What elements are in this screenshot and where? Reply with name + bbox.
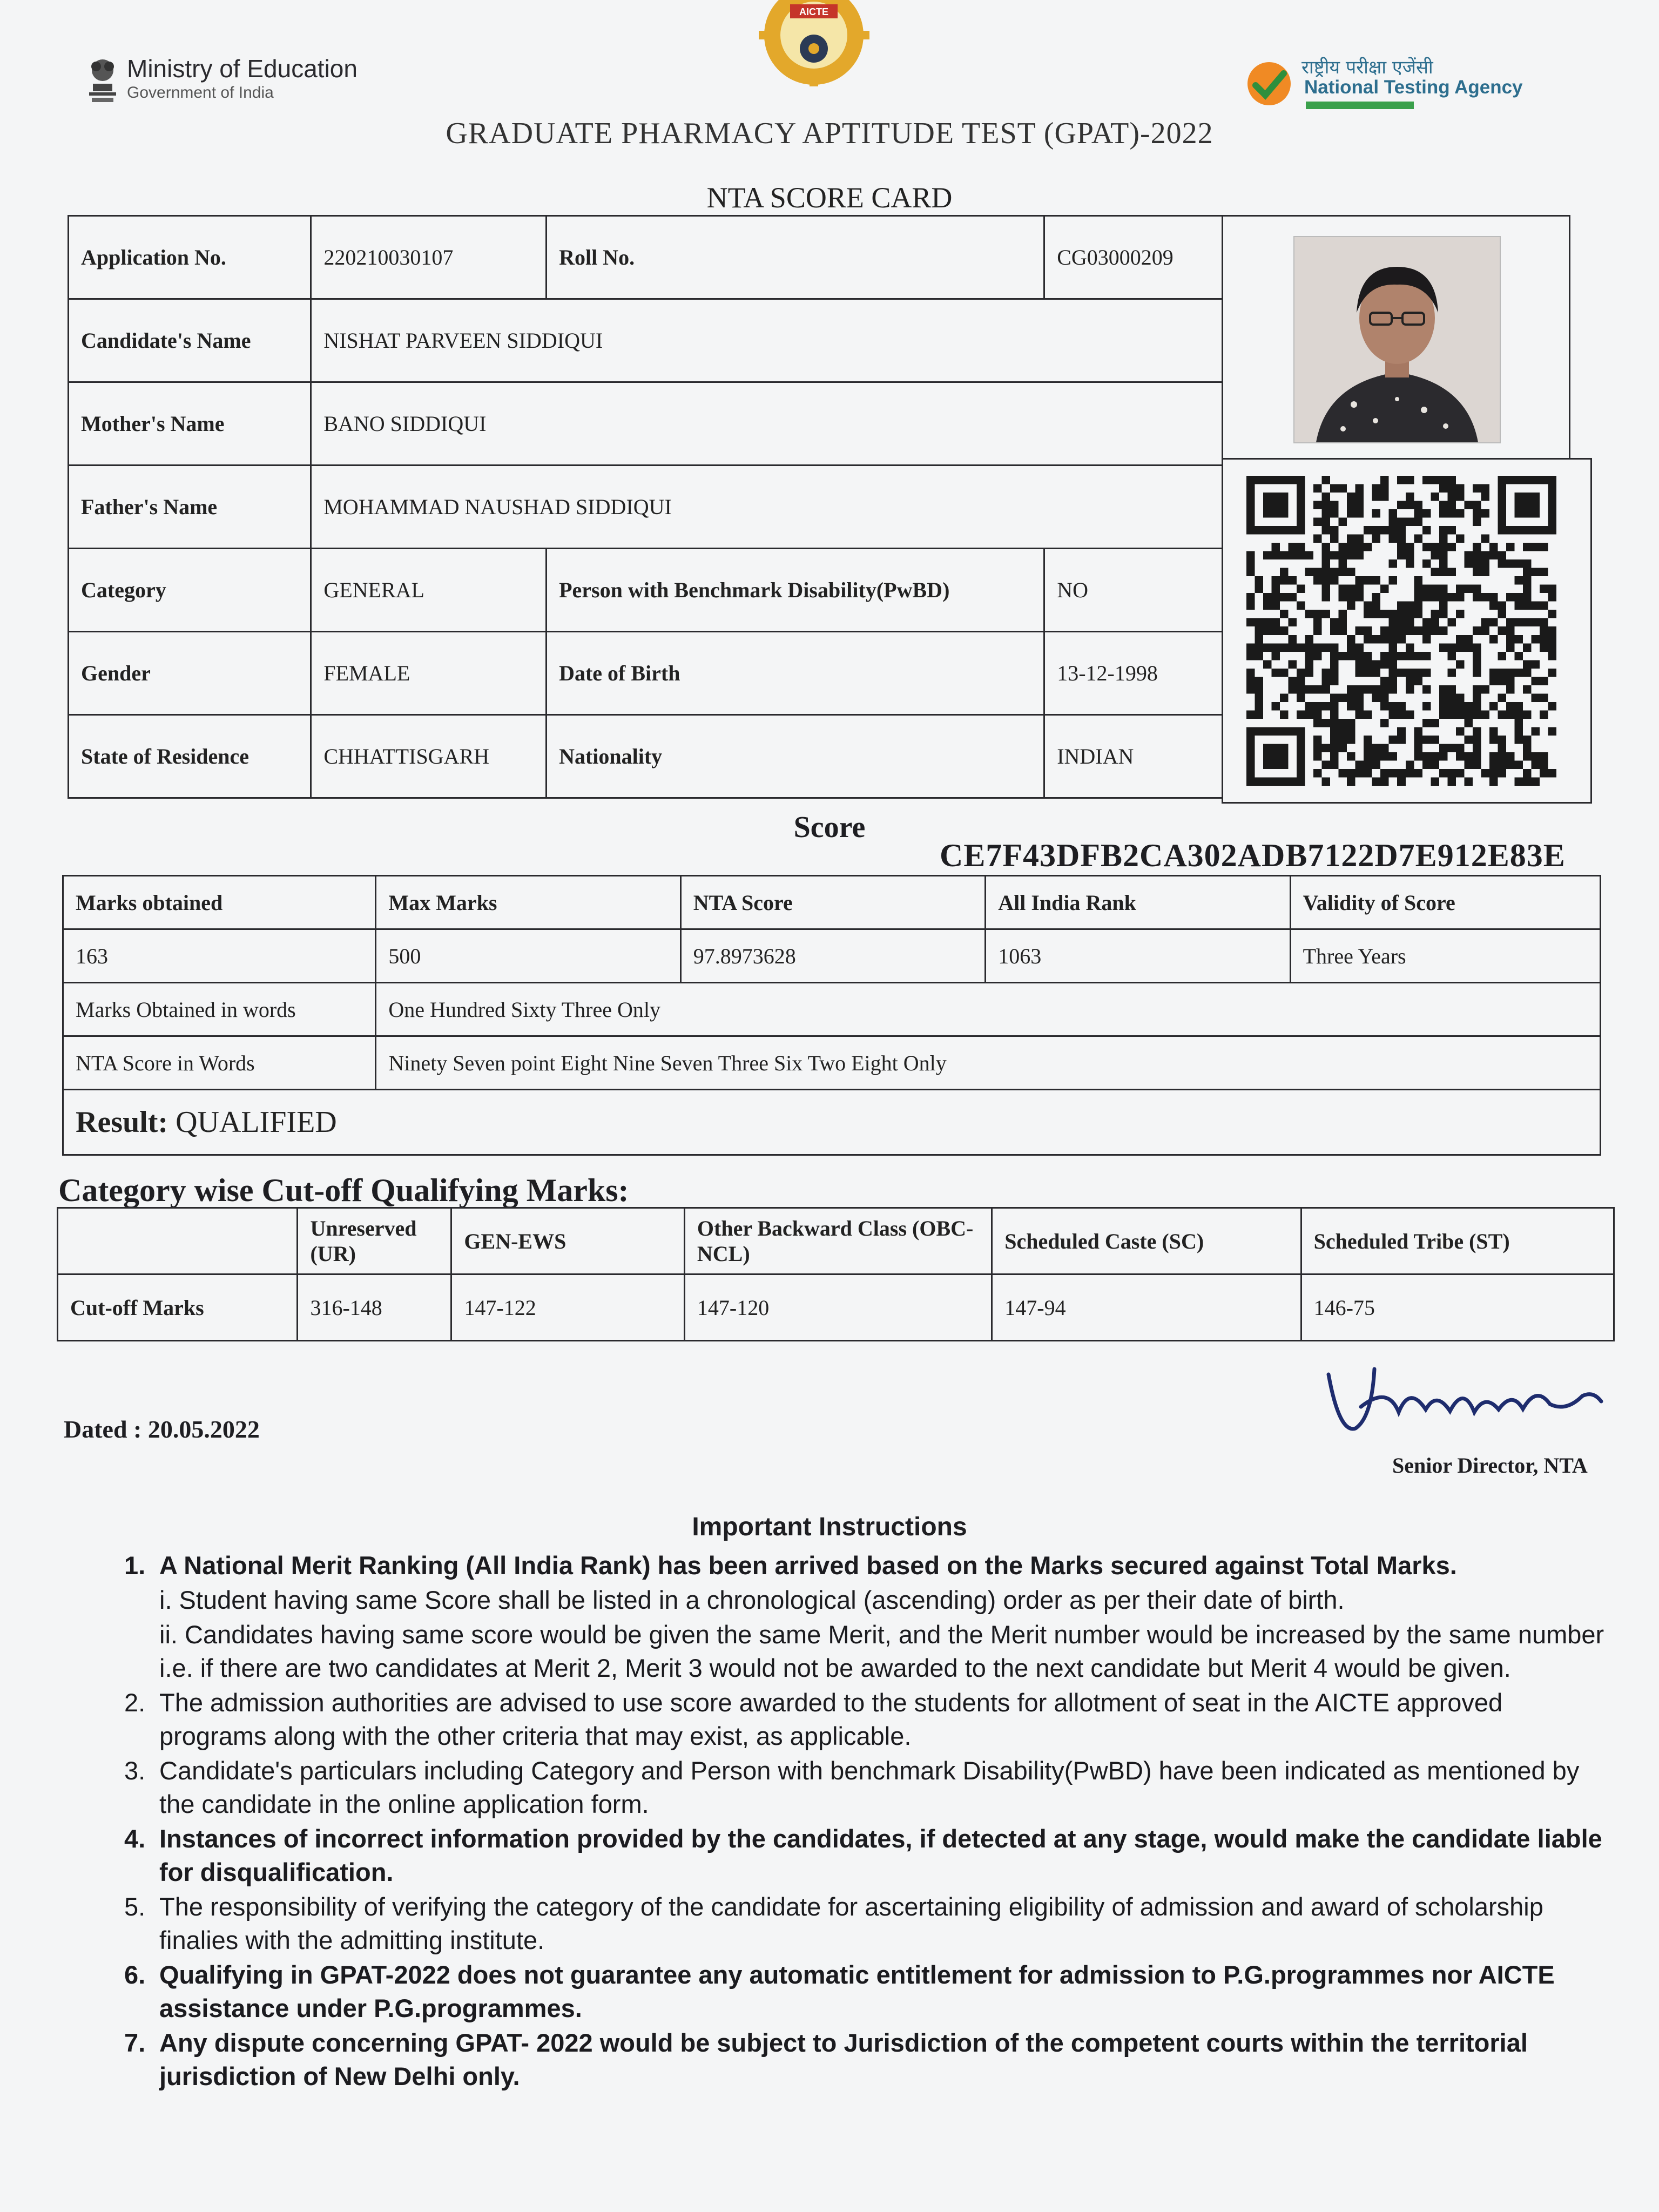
nta-words-label: NTA Score in Words (63, 1036, 376, 1090)
marks-words-label: Marks Obtained in words (63, 983, 376, 1036)
nta-tagline-bar (1306, 102, 1414, 109)
government-subtitle: Government of India (127, 84, 274, 102)
aicte-logo-text: AICTE (799, 6, 828, 17)
instruction-number: 5. (124, 1892, 146, 1921)
nta-logo-icon (1245, 59, 1293, 108)
mother-name-value: BANO SIDDIQUI (311, 382, 1223, 466)
gender-label: Gender (69, 632, 311, 715)
result-cell (63, 1090, 1601, 1155)
score-hash: CE7F43DFB2CA302ADB7122D7E912E83E (940, 838, 1566, 873)
instruction-item (124, 1822, 1615, 1889)
gender-value: FEMALE (311, 632, 547, 715)
cutoff-blank-header (58, 1208, 298, 1274)
candidate-photo (1293, 236, 1501, 443)
qr-code-icon (1239, 476, 1563, 786)
table-row (69, 632, 1223, 715)
dob-value: 13-12-1998 (1044, 632, 1223, 715)
table-row (63, 1090, 1601, 1155)
table-row (63, 929, 1601, 983)
instruction-text: Any dispute concerning GPAT- 2022 would be subject to Jurisdiction of the competent courts within the territorial jurisdiction of New Delhi only. (159, 2028, 1528, 2090)
instruction-item (124, 1890, 1615, 1957)
table-row (63, 876, 1601, 929)
instruction-item (124, 1958, 1615, 2025)
nta-hindi-name: राष्ट्रीय परीक्षा एजेंसी (1301, 57, 1433, 78)
all-india-rank-header: All India Rank (986, 876, 1290, 929)
exam-title: GRADUATE PHARMACY APTITUDE TEST (GPAT)-2022 (446, 117, 1213, 150)
table-row (58, 1274, 1614, 1341)
instruction-text: A National Merit Ranking (All India Rank) has been arrived based on the Marks secured against Total Marks. (159, 1551, 1457, 1580)
gen-ews-header: GEN-EWS (451, 1208, 684, 1274)
nationality-value: INDIAN (1044, 715, 1223, 798)
photo-cell (1222, 215, 1570, 462)
instruction-number: 6. (124, 1960, 146, 1989)
table-row (69, 382, 1223, 466)
all-india-rank-value: 1063 (986, 929, 1290, 983)
instruction-item (124, 2026, 1615, 2093)
instruction-number: 2. (124, 1688, 146, 1717)
sc-value: 147-94 (992, 1274, 1301, 1341)
table-row (63, 983, 1601, 1036)
father-name-value: MOHAMMAD NAUSHAD SIDDIQUI (311, 466, 1223, 549)
application-no-label: Application No. (69, 216, 311, 299)
obc-value: 147-120 (684, 1274, 992, 1341)
dated: Dated : 20.05.2022 (64, 1415, 260, 1443)
instruction-number: 7. (124, 2028, 146, 2057)
table-row (69, 216, 1223, 299)
category-label: Category (69, 549, 311, 632)
cutoff-heading: Category wise Cut-off Qualifying Marks: (58, 1172, 629, 1208)
marks-words-value: One Hundred Sixty Three Only (376, 983, 1601, 1036)
validity-header: Validity of Score (1290, 876, 1600, 929)
score-table (62, 875, 1601, 1156)
nta-score-value: 97.8973628 (680, 929, 985, 983)
nta-english-name: National Testing Agency (1304, 77, 1523, 98)
state-value: CHHATTISGARH (311, 715, 547, 798)
sc-header: Scheduled Caste (SC) (992, 1208, 1301, 1274)
national-emblem-icon (81, 46, 124, 111)
signatory-title: Senior Director, NTA (1392, 1453, 1588, 1478)
instruction-text: The responsibility of verifying the category of the candidate for ascertaining eligibility of admission and award of scholarship finalies with the admitting institute. (159, 1892, 1543, 1954)
instruction-item (124, 1686, 1615, 1753)
aicte-logo-icon (753, 0, 875, 86)
gen-ews-value: 147-122 (451, 1274, 684, 1341)
max-marks-value: 500 (376, 929, 680, 983)
instruction-item (124, 1754, 1615, 1821)
score-card-title: NTA SCORE CARD (706, 181, 953, 214)
candidate-name-label: Candidate's Name (69, 299, 311, 382)
application-no-value: 220210030107 (311, 216, 547, 299)
result-label: Result: (76, 1105, 168, 1139)
marks-obtained-header: Marks obtained (63, 876, 376, 929)
nta-score-header: NTA Score (680, 876, 985, 929)
instructions-list (124, 1549, 1615, 2094)
mother-name-label: Mother's Name (69, 382, 311, 466)
instruction-number: 1. (124, 1551, 146, 1580)
candidate-details-table (68, 215, 1223, 799)
st-value: 146-75 (1301, 1274, 1614, 1341)
result-value: QUALIFIED (176, 1105, 337, 1139)
pwbd-value: NO (1044, 549, 1223, 632)
pwbd-label: Person with Benchmark Disability(PwBD) (547, 549, 1044, 632)
roll-no-label: Roll No. (547, 216, 1044, 299)
nationality-label: Nationality (547, 715, 1044, 798)
instruction-item (124, 1549, 1615, 1582)
state-label: State of Residence (69, 715, 311, 798)
table-row (69, 299, 1223, 382)
ur-header: Unreserved (UR) (298, 1208, 451, 1274)
instruction-text: Candidate's particulars including Category and Person with benchmark Disability(PwBD) have been indicated as mentioned by the candidate in the online application form. (159, 1756, 1580, 1818)
cutoff-row-label: Cut-off Marks (58, 1274, 298, 1341)
instruction-text: Qualifying in GPAT-2022 does not guarantee any automatic entitlement for admission to P.G.programmes nor AICTE assistance under P.G.programmes. (159, 1960, 1555, 2022)
cutoff-table (57, 1207, 1615, 1341)
candidate-name-value: NISHAT PARVEEN SIDDIQUI (311, 299, 1223, 382)
table-row (69, 466, 1223, 549)
score-heading: Score (793, 811, 866, 844)
qr-cell (1222, 458, 1592, 804)
roll-no-value: CG03000209 (1044, 216, 1223, 299)
instruction-text: Instances of incorrect information provided by the candidates, if detected at any stage, would make the candidate liable for disqualification. (159, 1824, 1602, 1886)
validity-value: Three Years (1290, 929, 1600, 983)
category-value: GENERAL (311, 549, 547, 632)
signature (1323, 1353, 1604, 1450)
instruction-number: 4. (124, 1824, 146, 1853)
max-marks-header: Max Marks (376, 876, 680, 929)
instruction-text: ii. Candidates having same score would be given the same Merit, and the Merit number would be increased by the same number i.e. if there are two candidates at Merit 2, Merit 3 would not be awarded to the next candidate but Merit 4 would be given. (159, 1620, 1604, 1682)
table-row (69, 715, 1223, 798)
table-row (58, 1208, 1614, 1274)
instruction-item (124, 1583, 1615, 1617)
dob-label: Date of Birth (547, 632, 1044, 715)
instruction-item (124, 1618, 1615, 1685)
ur-value: 316-148 (298, 1274, 451, 1341)
instruction-number: 3. (124, 1756, 146, 1785)
instructions-heading: Important Instructions (692, 1513, 967, 1541)
st-header: Scheduled Tribe (ST) (1301, 1208, 1614, 1274)
nta-words-value: Ninety Seven point Eight Nine Seven Three Six Two Eight Only (376, 1036, 1601, 1090)
instruction-text: The admission authorities are advised to use score awarded to the students for allotment of seat in the AICTE approved programs along with the other criteria that may exist, as applicable. (159, 1688, 1503, 1750)
table-row (69, 549, 1223, 632)
marks-obtained-value: 163 (63, 929, 376, 983)
instruction-text: i. Student having same Score shall be listed in a chronological (ascending) order as per their date of birth. (159, 1586, 1345, 1614)
father-name-label: Father's Name (69, 466, 311, 549)
table-row (63, 1036, 1601, 1090)
obc-header: Other Backward Class (OBC-NCL) (684, 1208, 992, 1274)
ministry-title: Ministry of Education (127, 55, 358, 83)
